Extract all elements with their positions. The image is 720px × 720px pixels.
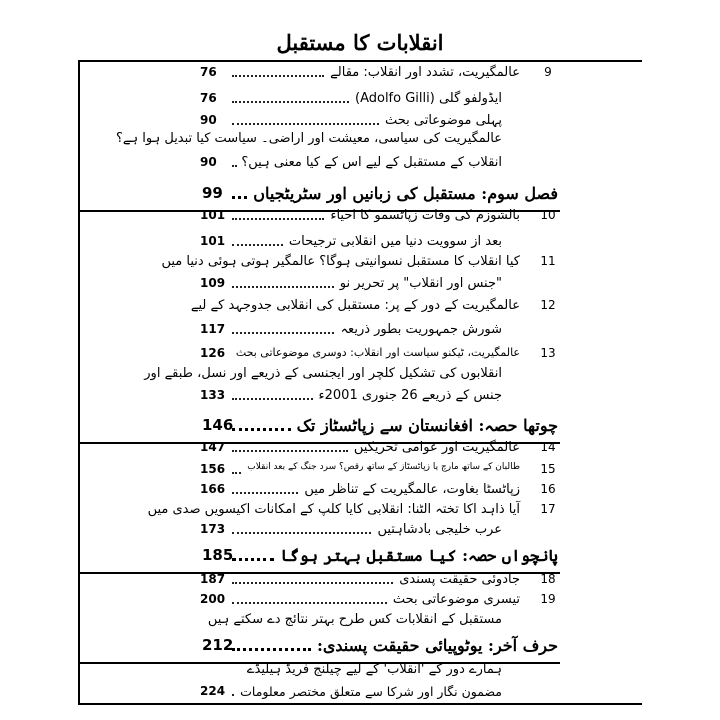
entry-number: 13 [540,346,556,360]
toc-section-heading [0,416,720,438]
page-number: 109 [200,276,226,290]
toc-entry [0,592,720,614]
entry-number: 16 [540,482,556,496]
section-title: حرف آخر: یوٹوپیائی حقیقت پسندی: [316,636,558,655]
entry-number: 18 [540,572,556,586]
page-number: 101 [200,208,226,222]
toc-entry [0,254,720,276]
page-number: 200 [200,592,226,606]
toc-entry [0,482,720,504]
page-number: 166 [200,482,226,496]
entry-number: 14 [540,440,556,454]
leader-dots [232,244,283,246]
header-rule [78,60,642,62]
entry-title: طالبان کے ساتھ مارچ یا زپاٹسٹاز کے ساتھ رقص؟ سرد جنگ کے بعد انقلاب [247,462,520,472]
toc-section-heading [0,184,720,206]
toc-entry [0,522,720,544]
leader-dots [232,532,371,534]
entry-number: 12 [540,298,556,312]
toc-entry [0,662,720,684]
toc-entry [0,366,720,388]
page-number: 212 [202,636,234,654]
leader-dots [232,558,274,561]
page-number: 117 [200,322,226,336]
entry-number: 19 [540,592,556,606]
entry-title: عالمگیریت، تشدد اور انقلاب: مقالے [330,65,520,80]
entry-number: 10 [540,208,556,222]
toc-entry [0,502,720,524]
toc-entry [0,234,720,256]
page-number: 76 [200,91,217,105]
leader-dots [232,648,311,651]
toc-entry [0,388,720,410]
leader-dots [232,196,247,199]
toc-entry [0,572,720,594]
leader-dots [232,286,334,288]
entry-number: 11 [540,254,556,268]
page-number: 99 [202,184,223,202]
entry-title: "جنس اور انقلاب" پر تحریر نو [339,276,502,291]
section-title: پانچواں حصہ: کیا مستقبل بہتر ہوگا [280,546,558,565]
entry-title: کیا انقلاب کا مستقبل نسوانیتی ہوگا؟ عالمگیر ہوتی ہوئی دنیا میں [161,254,520,269]
toc-entry [0,298,720,320]
leader-dots [232,602,387,604]
entry-number: 9 [544,65,552,79]
page-header: انقلابات کا مستقبل [276,30,444,55]
leader-dots [232,165,235,167]
footer-rule [78,703,642,705]
entry-title: عرب خلیجی بادشاہتیں [377,522,502,537]
section-title: چوتھا حصہ: افغانستان سے زپاٹسٹاز تک [296,416,558,435]
toc-entry [0,91,720,113]
toc-entry [0,322,720,344]
entry-title: آیا ذاہد اکا تختہ الٹنا: انقلابی کایا کلپ کے امکانات اکیسویں صدی میں [147,502,520,517]
entry-number: 15 [540,462,556,476]
page-number: 101 [200,234,226,248]
leader-dots [232,101,349,103]
page-number: 187 [200,572,226,586]
leader-dots [232,75,324,77]
entry-title: زپاٹسٹا بغاوت، عالمگیریت کے تناظر میں [304,482,520,497]
toc-entry [0,346,720,368]
toc-section-heading [0,636,720,658]
entry-title: مضمون نگار اور شرکا سے متعلق مختصر معلومات [240,684,502,699]
entry-title: انقلابوں کی تشکیل کلچر اور ایجنسی کے ذریعے اور نسل، طبقے اور [144,366,502,381]
page-number: 90 [200,113,217,127]
page-number: 146 [202,416,234,434]
leader-dots [232,450,348,452]
toc-entry [0,276,720,298]
page-number: 173 [200,522,226,536]
entry-title: عالمگیریت، ٹیکنو سیاست اور انقلاب: دوسری موضوعاتی بحث [235,346,520,359]
leader-dots [232,694,234,696]
leader-dots [232,472,241,474]
toc-section-heading [0,546,720,568]
toc-entry [0,208,720,230]
entry-title: ایڈولفو گلی (Adolfo Gilli) [355,91,502,106]
entry-number: 17 [540,502,556,516]
page-number: 147 [200,440,226,454]
leader-dots [232,492,298,494]
entry-title: تیسری موضوعاتی بحث [392,592,520,607]
page-number: 126 [200,346,226,360]
toc-entry [0,462,720,484]
entry-title: بالشوزم کی وفات زپاٹسمو کا احیاء [330,208,520,223]
entry-title: انقلاب کے مستقبل کے لیے اس کے کیا معنی ہیں؟ [241,155,502,170]
page-number: 185 [202,546,234,564]
entry-title: مستقبل کے انقلابات کس طرح بہتر نتائج دے سکتے ہیں [207,612,502,627]
entry-title: ہمارے دور کے 'انقلاب' کے لیے چیلنج فریڈ ہیلیڈے [246,662,502,677]
entry-title: عالمگیریت اور عوامی تحریکیں [353,440,520,455]
leader-dots [232,218,324,220]
toc-entry [0,131,720,153]
entry-title: جنس کے ذریعے 26 جنوری 2001ء [318,388,502,403]
toc-entry [0,612,720,634]
entry-title: بعد از سوویت دنیا میں انقلابی ترجیحات [288,234,502,249]
page-number: 156 [200,462,226,476]
page-number: 224 [200,684,226,698]
leader-dots [232,123,379,125]
toc-entry [0,65,720,87]
page-number: 76 [200,65,217,79]
entry-title: پہلی موضوعاتی بحث [384,113,502,128]
leader-dots [232,428,291,431]
toc-entry [0,155,720,177]
entry-title: عالمگیریت کے دور کے پر: مستقبل کی انقلابی جدوجہد کے لیے [190,298,520,313]
leader-dots [232,332,334,334]
entry-title: شورش جمہوریت بطور ذریعہ [340,322,502,337]
leader-dots [232,398,313,400]
toc-entry [0,440,720,462]
entry-title: جادوئی حقیقت پسندی [399,572,520,587]
entry-title: عالمگیریت کی سیاسی، معیشت اور اراضی۔ سیاست کیا تبدیل ہوا ہے؟ [116,131,502,146]
section-title: فصل سوم: مستقبل کی زبانیں اور سٹریٹجیاں [253,184,558,203]
page-number: 133 [200,388,226,402]
leader-dots [232,582,393,584]
page-number: 90 [200,155,217,169]
